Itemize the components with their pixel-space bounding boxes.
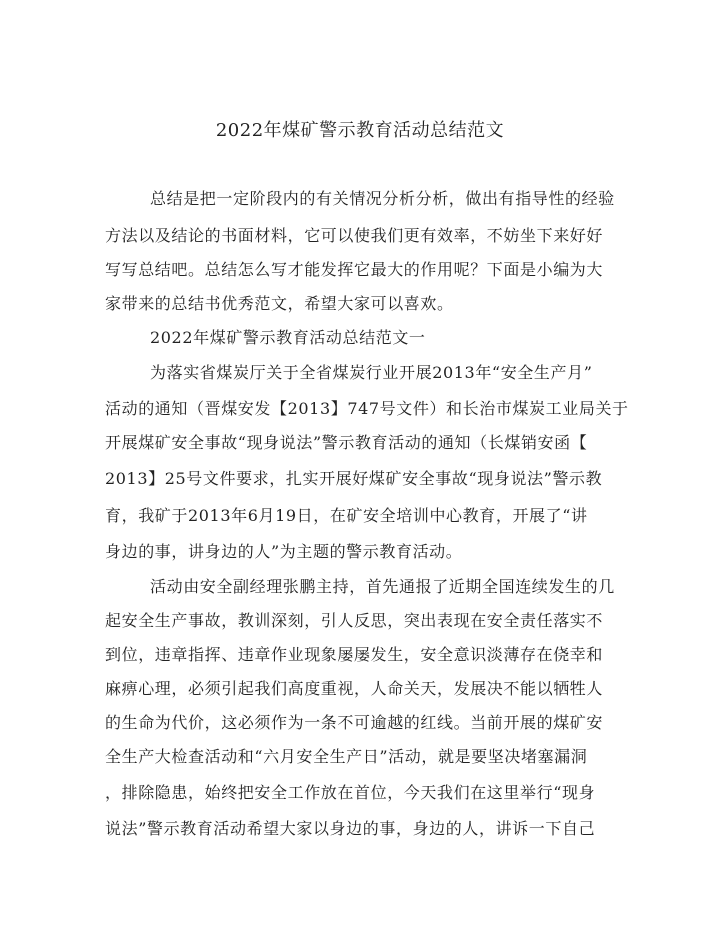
paragraph-line: ，排除隐患，始终把安全工作放在首位，今天我们在这里举行“现身 [105, 783, 596, 802]
paragraph-line: 育，我矿于2013年6月19日，在矿安全培训中心教育，开展了“讲 [105, 506, 588, 525]
paragraph-line: 身边的事，讲身边的人”为主题的警示教育活动。 [105, 542, 463, 561]
paragraph-line: 麻痹心理，必须引起我们高度重视，人命关天，发展决不能以牺牲人 [105, 679, 604, 698]
paragraph-line: 活动的通知（晋煤安发【2013】747号文件）和长治市煤炭工业局关于 [105, 399, 629, 418]
paragraph-line: 全生产大检查活动和“六月安全生产日”活动，就是要坚决堵塞漏洞 [105, 747, 588, 766]
paragraph-line: 家带来的总结书优秀范文，希望大家可以喜欢。 [105, 294, 454, 313]
paragraph-line: 总结是把一定阶段内的有关情况分析分析，做出有指导性的经验 [150, 189, 615, 208]
paragraph-line: 到位，违章指挥、违章作业现象屡屡发生，安全意识淡薄存在侥幸和 [105, 645, 604, 664]
paragraph-line: 的生命为代价，这必须作为一条不可逾越的红线。当前开展的煤矿安 [105, 713, 604, 732]
paragraph-line: 活动由安全副经理张鹏主持，首先通报了近期全国连续发生的几 [150, 577, 615, 596]
paragraph-line: 为落实省煤炭厅关于全省煤炭行业开展2013年“安全生产月” [150, 363, 593, 382]
paragraph-line: 说法”警示教育活动希望大家以身边的事，身边的人，讲诉一下自己 [105, 819, 596, 838]
paragraph-line: 起安全生产事故，教训深刻，引人反思，突出表现在安全责任落实不 [105, 611, 604, 630]
paragraph-line: 开展煤矿安全事故“现身说法”警示教育活动的通知（长煤销安函【 [105, 433, 588, 452]
paragraph-line: 写写总结吧。总结怎么写才能发挥它最大的作用呢？下面是小编为大 [105, 260, 604, 279]
paragraph-line: 2013】25号文件要求，扎实开展好煤矿安全事故“现身说法”警示教 [105, 469, 603, 488]
document-title: 2022年煤矿警示教育活动总结范文 [215, 120, 505, 141]
section-heading: 2022年煤矿警示教育活动总结范文一 [150, 328, 426, 347]
paragraph-line: 方法以及结论的书面材料，它可以使我们更有效率，不妨坐下来好好 [105, 226, 604, 245]
